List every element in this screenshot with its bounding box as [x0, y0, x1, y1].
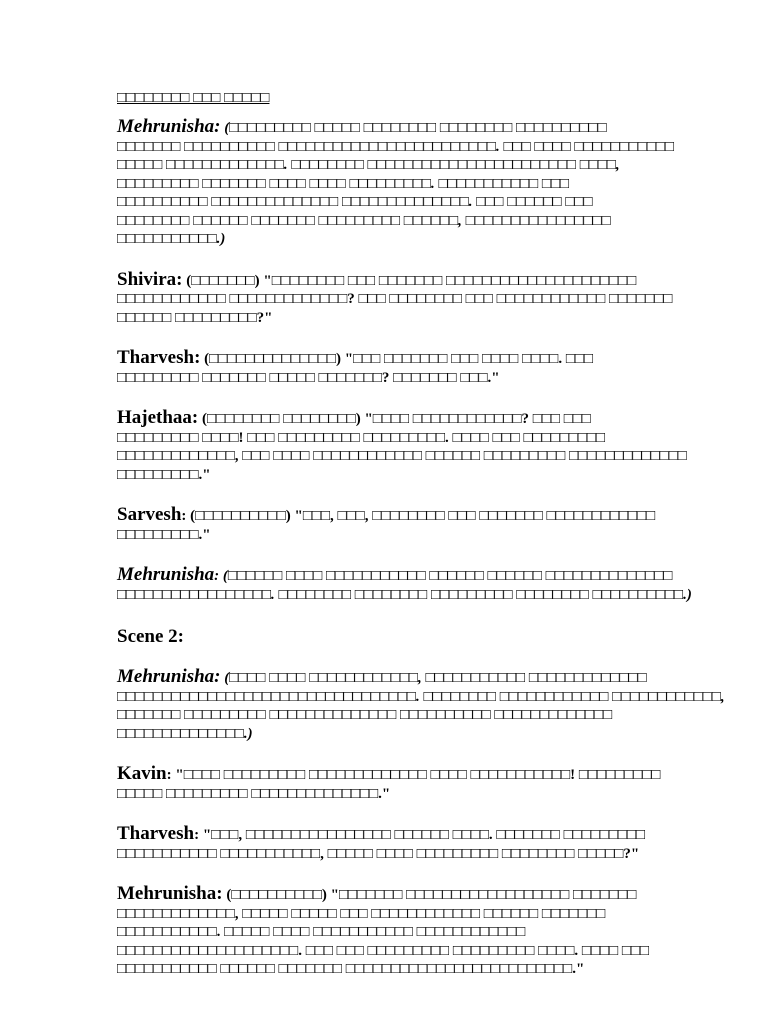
dialogue-block [117, 506, 677, 544]
stage-direction: (□□□□□□□□ □□□□□□□□) [202, 411, 361, 427]
stage-direction: (□□□□□□□) [186, 272, 260, 289]
narration-text: (□□□□ □□□□ □□□□□□□□□□□□, □□□□□□□□□□□ □□□□□□□□□□□□□ [224, 670, 647, 686]
stage-direction: (□□□□□□□□□□) [190, 508, 291, 524]
script-line [117, 193, 677, 212]
document-title: □□□□□□□□ □□□ □□□□□ [117, 90, 270, 106]
script-line [117, 885, 677, 905]
speaker-name: Mehrunisha: [117, 883, 223, 904]
script-line [117, 960, 677, 979]
narration-text: (□□□□□□ □□□□ □□□□□□□□□□□ □□□□□□ □□□□□□ □□□□□□□□□□□□□□ [222, 568, 673, 584]
dialogue-text: "□□□, □□□□□□□□□□□□□□□□ □□□□□□ □□□□. □□□□□□□ □□□□□□□□□ [202, 827, 646, 843]
dialogue-text: "□□□, □□□, □□□□□□□□ □□□ □□□□□□□ □□□□□□□□□□□□ [294, 508, 656, 524]
scene-heading: Scene 2: [117, 626, 185, 647]
narration-text: □□□□□□□□□□□□□□.) [117, 725, 253, 742]
dialogue-text: □□□□□□□□□." [117, 466, 211, 483]
script-line [117, 526, 677, 545]
narration-text: □□□□□□□□□□□.) [117, 231, 226, 247]
narration-text: (□□□□□□□□□ □□□□□ □□□□□□□□ □□□□□□□□ □□□□□□□□□□ [224, 120, 607, 136]
dialogue-text: "□□□□ □□□□□□□□□□□□? □□□ □□□ [364, 411, 591, 427]
dialogue-block [117, 825, 677, 863]
script-line [117, 230, 677, 249]
speaker-colon: : [181, 508, 187, 524]
narration-text: □□□□□□□□□□□□□□□□□. □□□□□□□□ □□□□□□□□ □□□□□□□□□ □□□□□□□□ □□□□□□□□□□.) [117, 586, 692, 603]
script-line [117, 725, 677, 744]
speaker-name: Mehrunisha [117, 564, 215, 585]
script-line [117, 212, 677, 231]
speaker-name: Sarvesh [117, 504, 182, 525]
dialogue-block [117, 349, 677, 387]
dialogue-text: "□□□ □□□□□□□ □□□ □□□□ □□□□. □□□ [344, 351, 594, 367]
dialogue-text: □□□□□□□□□□□□□□□□□□□□. □□□ □□□ □□□□□□□□□ □□□□□□□□□ □□□□. □□□□ □□□ [117, 942, 650, 959]
stage-direction: (□□□□□□□□□□□□□□) [204, 351, 341, 367]
script-body [117, 116, 725, 979]
narration-text: □□□□□□□□□□ □□□□□□□□□□□□□□ □□□□□□□□□□□□□□. □□□ □□□□□□ □□□ [117, 194, 593, 210]
script-line [117, 586, 692, 605]
script-line [117, 506, 677, 526]
dialogue-text: □□□□□□□□□□□. □□□□□ □□□□ □□□□□□□□□□□ □□□□□□□□□□□□ [117, 924, 526, 940]
dialogue-block [117, 268, 677, 328]
script-line [117, 765, 677, 785]
speaker-name: Shivira: [117, 268, 183, 290]
script-line [117, 118, 677, 138]
narration-text: □□□□□□□□□□□□□□□□□□□□□□□□□□□□□□□□□. □□□□□□□□ □□□□□□□□□□□□ □□□□□□□□□□□□, [117, 688, 725, 705]
dialogue-text: □□□□□ □□□□□□□□□ □□□□□□□□□□□□□□." [117, 785, 391, 802]
script-line [117, 688, 725, 707]
script-line [117, 942, 677, 961]
script-line [117, 566, 677, 586]
script-line [117, 175, 677, 194]
narration-text: □□□□□ □□□□□□□□□□□□□. □□□□□□□□ □□□□□□□□□□□□□□□□□□□□□□□ □□□□, [117, 157, 620, 173]
dialogue-text: □□□□□□□□□□□ □□□□□□ □□□□□□□ □□□□□□□□□□□□□□□□□□□□□□□□□." [117, 961, 585, 977]
narration-block [117, 564, 692, 604]
stage-direction: (□□□□□□□□□□) [226, 887, 327, 903]
dialogue-block [117, 407, 687, 484]
script-line [117, 309, 677, 328]
narration-block [117, 666, 725, 743]
dialogue-text: "□□□□□□□ □□□□□□□□□□□□□□□□□□ □□□□□□□ [330, 887, 637, 903]
narration-text: □□□□□□□□□ □□□□□□□ □□□□ □□□□ □□□□□□□□□. □□□□□□□□□□□ □□□ [117, 175, 570, 192]
speaker-name: Tharvesh: [117, 347, 201, 368]
script-line [117, 268, 677, 291]
script-line [117, 785, 677, 804]
dialogue-text: □□□□□□□□□□□□□, □□□□□ □□□□□ □□□ □□□□□□□□□□□□ □□□□□□ □□□□□□□ [117, 905, 606, 922]
speaker-name: Tharvesh [117, 823, 195, 844]
narration-text: □□□□□□□□ □□□□□□ □□□□□□□ □□□□□□□□□ □□□□□□, □□□□□□□□□□□□□□□□ [117, 212, 611, 229]
script-line [117, 369, 677, 388]
dialogue-text: □□□□□□□□□ □□□□□□□ □□□□□ □□□□□□□? □□□□□□□ □□□." [117, 369, 500, 386]
dialogue-text: □□□□□□□□□□□□□, □□□ □□□□ □□□□□□□□□□□□ □□□□□□ □□□□□□□□□ □□□□□□□□□□□□□ [117, 448, 687, 464]
script-line [117, 845, 677, 864]
dialogue-text: □□□□□□□□□□□□ □□□□□□□□□□□□□? □□□ □□□□□□□□ □□□ □□□□□□□□□□□□ □□□□□□□ [117, 291, 673, 307]
speaker-name: Mehrunisha: [117, 666, 221, 687]
script-line [117, 905, 677, 924]
script-line [117, 429, 677, 448]
script-line [117, 706, 677, 725]
speaker-colon: : [166, 767, 172, 783]
dialogue-block [117, 765, 677, 803]
dialogue-block [117, 885, 677, 979]
speaker-colon: : [214, 568, 220, 584]
dialogue-text: □□□□□□□□□." [117, 526, 211, 543]
script-line [117, 349, 677, 369]
script-line [117, 290, 677, 309]
script-line [117, 409, 677, 429]
narration-text: □□□□□□□ □□□□□□□□□□ □□□□□□□□□□□□□□□□□□□□□□□□. □□□ □□□□ □□□□□□□□□□□ [117, 138, 675, 155]
document-page [117, 88, 725, 979]
dialogue-text: "□□□□□□□□ □□□ □□□□□□□ □□□□□□□□□□□□□□□□□□□□□ [263, 272, 637, 289]
speaker-colon: : [194, 827, 200, 843]
dialogue-text: □□□□□□ □□□□□□□□□?" [117, 309, 273, 326]
speaker-name: Kavin [117, 763, 167, 784]
speaker-name: Mehrunisha: [117, 116, 221, 137]
script-line [117, 138, 677, 157]
script-line [117, 466, 677, 485]
script-line [117, 825, 677, 845]
script-line [117, 447, 687, 466]
dialogue-text: "□□□□ □□□□□□□□□ □□□□□□□□□□□□□ □□□□ □□□□□□□□□□□! □□□□□□□□□ [175, 767, 661, 783]
script-line [117, 668, 677, 688]
dialogue-text: □□□□□□□□□□□ □□□□□□□□□□□, □□□□□ □□□□ □□□□□□□□□ □□□□□□□□ □□□□□?" [117, 845, 640, 862]
narration-text: □□□□□□□ □□□□□□□□□ □□□□□□□□□□□□□□ □□□□□□□□□□ □□□□□□□□□□□□□ [117, 707, 613, 723]
narration-block [117, 118, 677, 249]
script-line [117, 923, 677, 942]
script-line [117, 156, 677, 175]
dialogue-text: □□□□□□□□□ □□□□! □□□ □□□□□□□□□ □□□□□□□□□. □□□□ □□□ □□□□□□□□□ [117, 429, 605, 446]
speaker-name: Hajethaa: [117, 407, 199, 428]
